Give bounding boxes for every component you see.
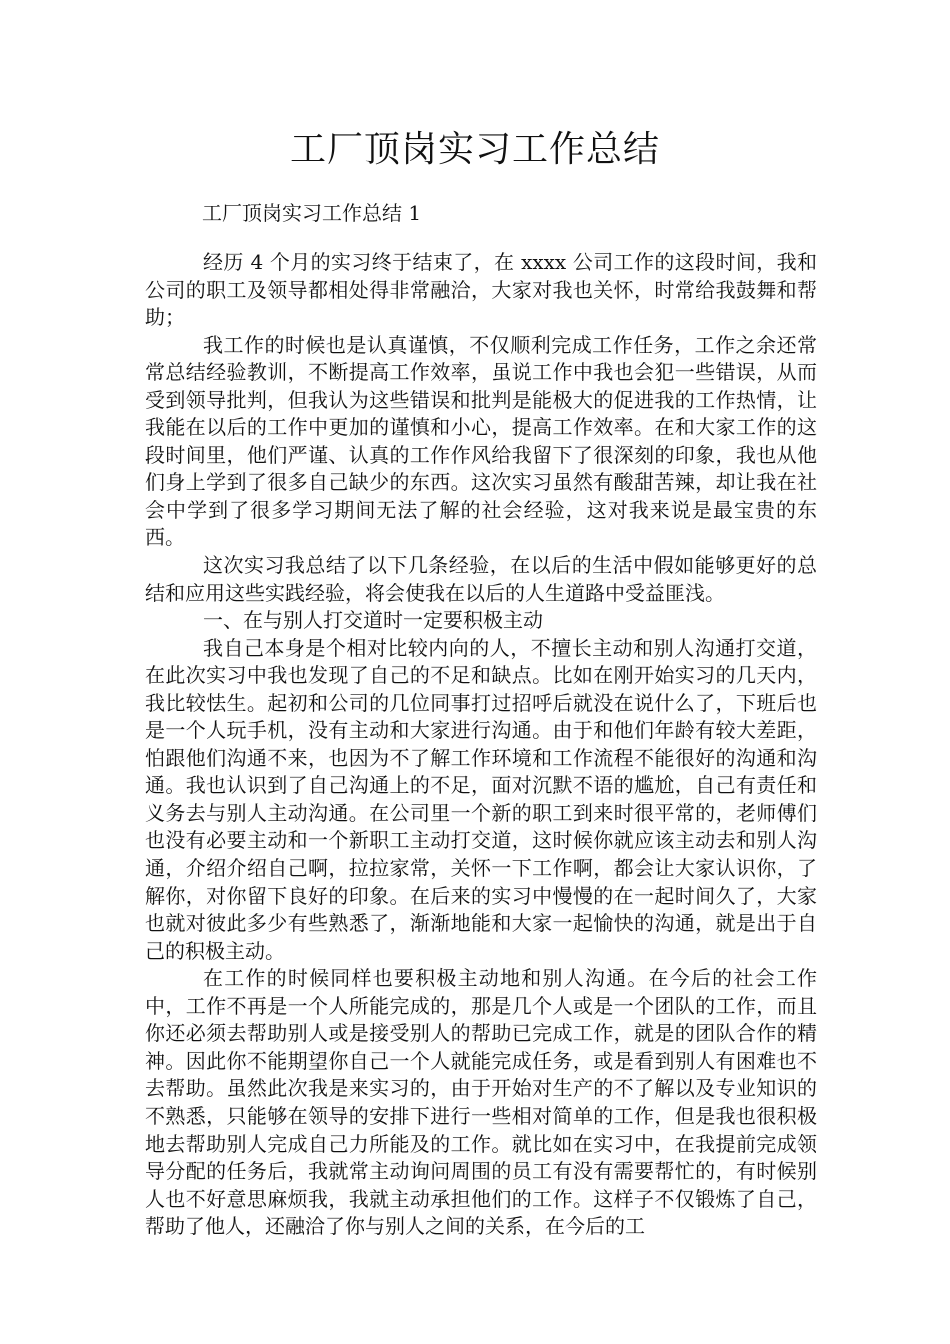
paragraph-work-attitude: 我工作的时候也是认真谨慎，不仅顺利完成工作任务，工作之余还常常总结经验教训，不断提高工作效率，虽说工作中我也会犯一些错误，从而受到领导批判，但我认为这些错误和批判是能极大的促进我的工作热情，让我能在以后的工作中更加的谨慎和小心，提高工作效率。在和大家工作的这段时间里，他们严谨、认真的工作作风给我留下了很深刻的印象，我也从他们身上学到了很多自己缺少的东西。这次实习虽然有酸甜苦辣，却让我在社会中学到了很多学习期间无法了解的社会经验，这对我来说是最宝贵的东西。 — [145, 332, 817, 550]
document-subtitle: 工厂顶岗实习工作总结 1 — [202, 201, 422, 225]
paragraph-teamwork: 在工作的时候同样也要积极主动地和别人沟通。在今后的社会工作中，工作不再是一个人所能完成的，那是几个人或是一个团队的工作，而且你还必须去帮助别人或是接受别人的帮助已完成工作，就是的团队合作的精神。因此你不能期望你自己一个人就能完成任务，或是看到别人有困难也不去帮助。虽然此次我是来实习的，由于开始对生产的不了解以及专业知识的不熟悉，只能够在领导的安排下进行一些相对简单的工作，但是我也很积极地去帮助别人完成自己力所能及的工作。就比如在实习中，在我提前完成领导分配的任务后，我就常主动询问周围的员工有没有需要帮忙的，有时候别人也不好意思麻烦我，我就主动承担他们的工作。这样子不仅锻炼了自己，帮助了他人，还融洽了你与别人之间的关系，在今后的工 — [145, 966, 817, 1239]
document-title: 工厂顶岗实习工作总结 — [289, 129, 660, 170]
paragraph-communication: 我自己本身是个相对比较内向的人，不擅长主动和别人沟通打交道，在此次实习中我也发现了自己的不足和缺点。比如在刚开始实习的几天内，我比较怯生。起初和公司的几位同事打过招呼后就没在说什么了，下班后也是一个人玩手机，没有主动和大家进行沟通。由于和他们年龄有较大差距，怕跟他们沟通不来，也因为不了解工作环境和工作流程不能很好的沟通和沟通。我也认识到了自己沟通上的不足，面对沉默不语的尴尬，自己有责任和义务去与别人主动沟通。在公司里一个新的职工到来时很平常的，老师傅们也没有必要主动和一个新职工主动打交道，这时候你就应该主动去和别人沟通，介绍介绍自己啊，拉拉家常，关怀一下工作啊，都会让大家认识你，了解你，对你留下良好的印象。在后来的实习中慢慢的在一起时间久了，大家也就对彼此多少有些熟悉了，渐渐地能和大家一起愉快的沟通，就是出于自己的积极主动。 — [145, 635, 817, 963]
document-body — [145, 249, 817, 1241]
section-heading-1: 一、在与别人打交道时一定要积极主动 — [203, 608, 543, 633]
paragraph-summary-intro: 这次实习我总结了以下几条经验，在以后的生活中假如能够更好的总结和应用这些实践经验，将会使我在以后的人生道路中受益匪浅。 — [145, 553, 817, 605]
paragraph-intro: 经历 4 个月的实习终于结束了，在 xxxx 公司工作的这段时间，我和公司的职工及领导都相处得非常融洽，大家对我也关怀，时常给我鼓舞和帮助； — [145, 250, 817, 330]
